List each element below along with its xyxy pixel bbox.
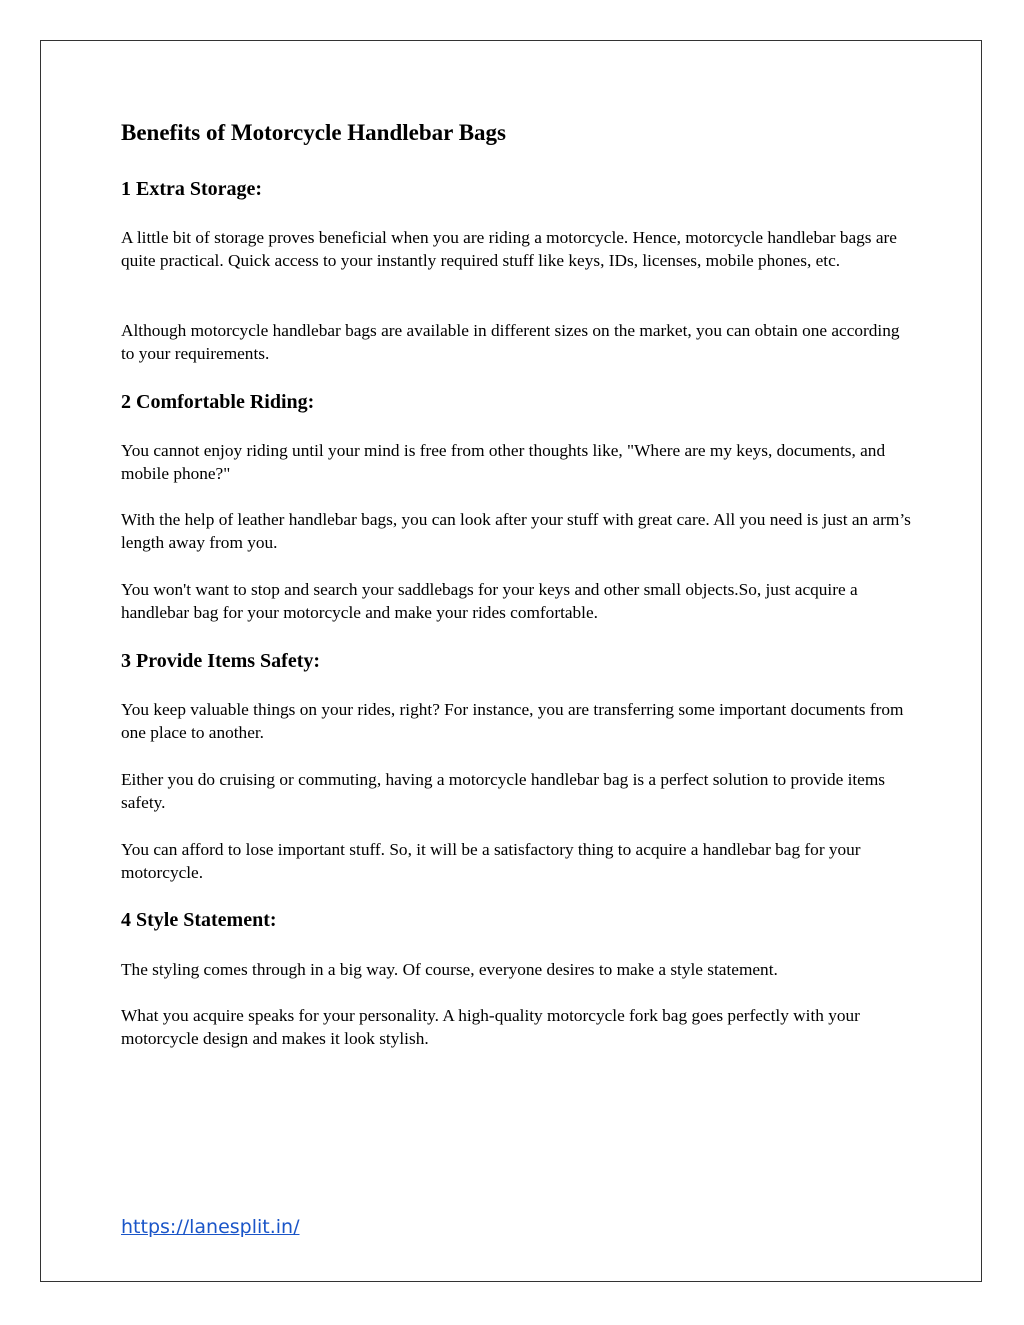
paragraph: With the help of leather handlebar bags, you can look after your stuff with great care. All you need is just an arm’s length away from you.: [121, 510, 911, 552]
section-heading-style-statement: 4 Style Statement:: [121, 909, 277, 931]
document-title: Benefits of Motorcycle Handlebar Bags: [121, 120, 506, 145]
section-heading-items-safety: 3 Provide Items Safety:: [121, 650, 321, 672]
paragraph: Although motorcycle handlebar bags are available in different sizes on the market, you can obtain one according to your requirements.: [121, 321, 900, 363]
paragraph: What you acquire speaks for your personality. A high-quality motorcycle fork bag goes perfectly with your motorcycle design and makes it look stylish.: [121, 1006, 860, 1048]
paragraph: You won't want to stop and search your saddlebags for your keys and other small objects.So, just acquire a handlebar bag for your motorcycle and make your rides comfortable.: [121, 580, 858, 622]
paragraph: You cannot enjoy riding until your mind is free from other thoughts like, "Where are my keys, documents, and mobile phone?": [121, 441, 886, 483]
paragraph: You can afford to lose important stuff. So, it will be a satisfactory thing to acquire a handlebar bag for your motorcycle.: [121, 840, 861, 882]
website-link[interactable]: https://lanesplit.in/: [121, 1216, 300, 1238]
paragraph: A little bit of storage proves beneficial when you are riding a motorcycle. Hence, motorcycle handlebar bags are quite practical. Quick access to your instantly required stuff like keys, IDs, licenses, mobile phones, etc.: [121, 228, 897, 270]
section-heading-comfortable-riding: 2 Comfortable Riding:: [121, 391, 315, 413]
paragraph: The styling comes through in a big way. Of course, everyone desires to make a style statement.: [121, 960, 778, 979]
paragraph: You keep valuable things on your rides, right? For instance, you are transferring some important documents from one place to another.: [121, 700, 904, 742]
paragraph: Either you do cruising or commuting, having a motorcycle handlebar bag is a perfect solution to provide items safety.: [121, 770, 886, 812]
section-heading-extra-storage: 1 Extra Storage:: [121, 178, 263, 200]
